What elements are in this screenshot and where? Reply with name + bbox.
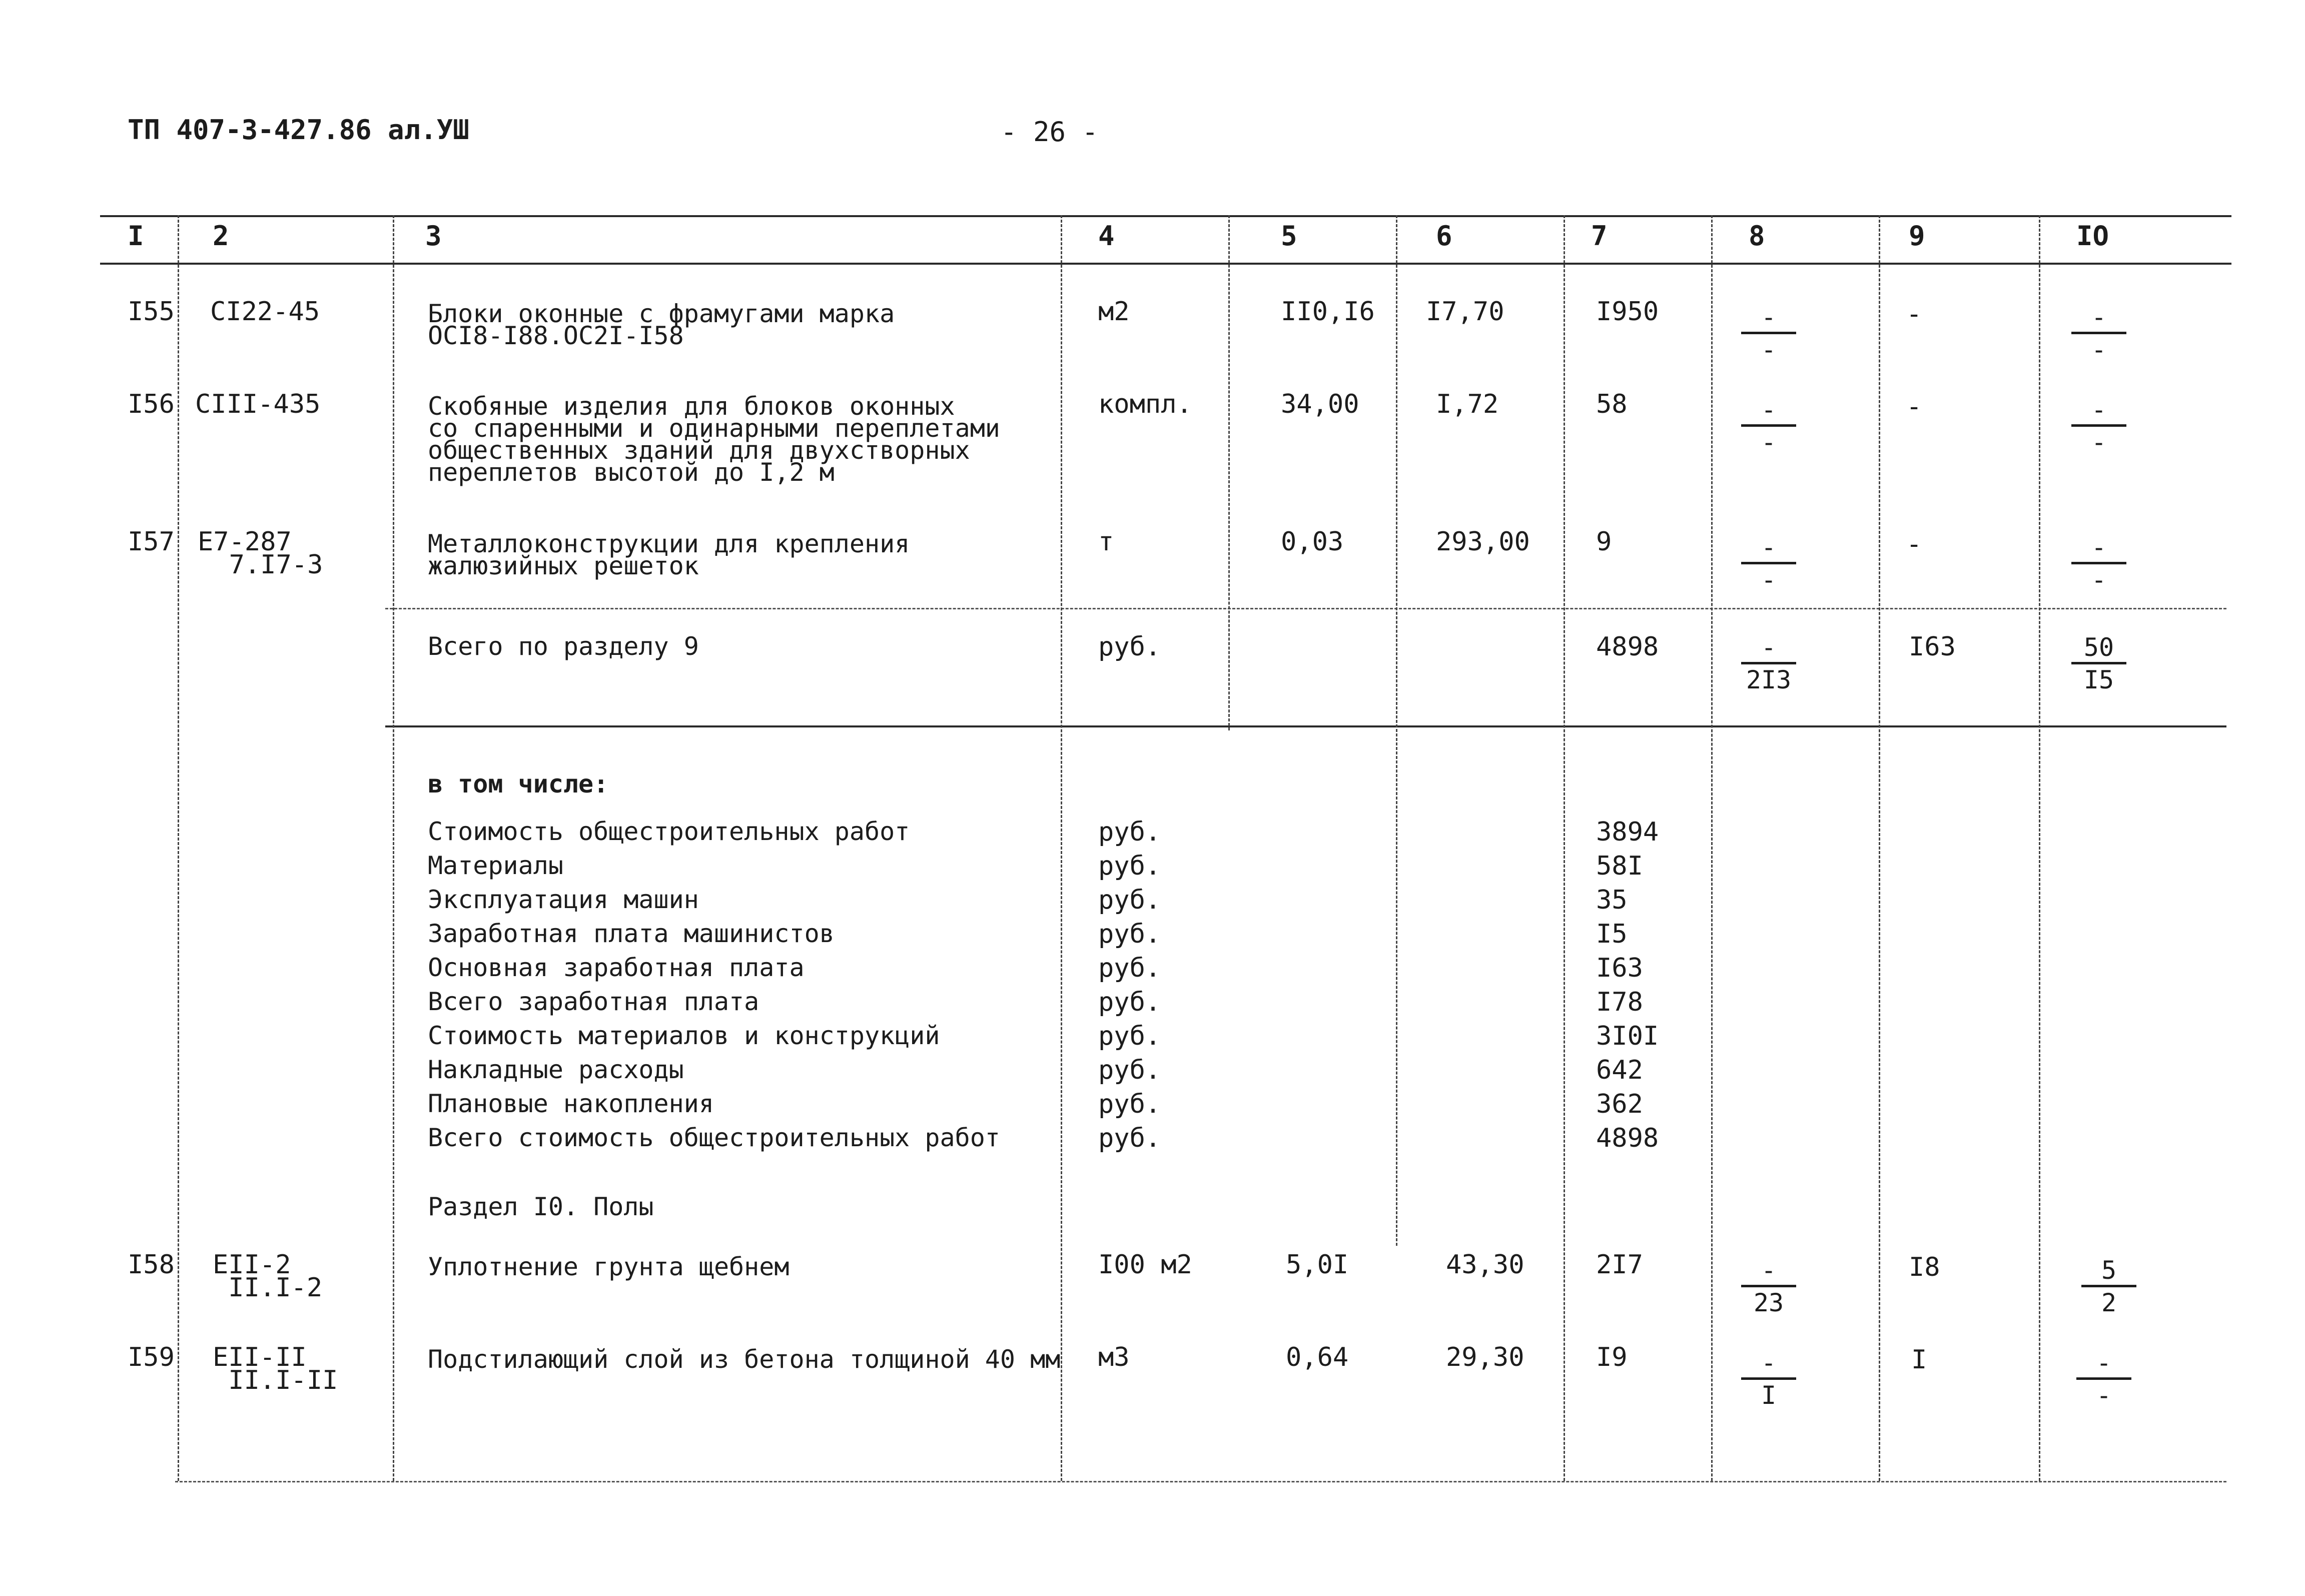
breakdown-unit: руб. xyxy=(1098,885,1161,915)
section-total-col9: I63 xyxy=(1909,632,1956,662)
fraction-denominator: - xyxy=(2096,1381,2112,1410)
fraction-numerator: - xyxy=(2076,1348,2131,1380)
section-total-label: Всего по разделу 9 xyxy=(428,632,699,661)
breakdown-value: 58I xyxy=(1596,851,1643,881)
section-total-col10-fraction xyxy=(2071,633,2126,693)
row-price: I,72 xyxy=(1436,389,1499,419)
breakdown-unit: руб. xyxy=(1098,1123,1161,1153)
section-total-top-rule xyxy=(385,608,2226,609)
col-header-6: 6 xyxy=(1436,220,1452,252)
row-quantity: 34,00 xyxy=(1281,389,1359,419)
row-col10-fraction xyxy=(2071,395,2126,456)
breakdown-value: 35 xyxy=(1596,885,1628,915)
breakdown-heading: в том числе: xyxy=(428,769,609,799)
row-col9: - xyxy=(1906,392,1922,422)
row-unit: I00 м2 xyxy=(1098,1250,1192,1280)
fraction-denominator: - xyxy=(2091,335,2107,364)
fraction-numerator: - xyxy=(2071,533,2126,564)
breakdown-value: 4898 xyxy=(1596,1123,1659,1153)
row-code: CI22-45 xyxy=(210,297,320,327)
header-bottom-rule xyxy=(100,263,2231,265)
row-col10-fraction xyxy=(2071,533,2126,593)
col-header-8: 8 xyxy=(1749,220,1765,252)
fraction-denominator: 23 xyxy=(1753,1288,1784,1317)
breakdown-unit: руб. xyxy=(1098,1089,1161,1119)
row-number: I55 xyxy=(128,297,175,327)
breakdown-unit: руб. xyxy=(1098,987,1161,1017)
row-price: 293,00 xyxy=(1436,527,1530,557)
breakdown-value: I63 xyxy=(1596,953,1643,983)
row-col9: - xyxy=(1906,299,1922,329)
col-divider-2 xyxy=(393,215,394,1481)
fraction-denominator: 2 xyxy=(2101,1288,2117,1317)
fraction-numerator: - xyxy=(1741,533,1796,564)
row-description: Подстилающий слой из бетона толщиной 40 мм xyxy=(428,1345,1061,1374)
row-unit: м3 xyxy=(1098,1342,1130,1372)
row-quantity: 0,03 xyxy=(1281,527,1344,557)
breakdown-label: Эксплуатация машин xyxy=(428,885,699,914)
row-total: I9 xyxy=(1596,1342,1628,1372)
col-divider-7 xyxy=(1711,215,1713,1481)
col-header-5: 5 xyxy=(1281,220,1297,252)
table-top-rule xyxy=(100,215,2231,217)
col-divider-4 xyxy=(1228,215,1230,730)
row-total: 9 xyxy=(1596,527,1612,557)
row-code: CIII-435 xyxy=(195,389,321,419)
breakdown-value: I78 xyxy=(1596,987,1643,1017)
row-code: EII-II II.I-II xyxy=(213,1342,338,1395)
breakdown-label: Всего заработная плата xyxy=(428,987,759,1016)
row-code: EII-2 II.I-2 xyxy=(213,1250,323,1303)
row-col10-fraction xyxy=(2076,1348,2131,1409)
row-unit: т xyxy=(1098,527,1114,557)
row-quantity: II0,I6 xyxy=(1281,297,1375,327)
row-total: 58 xyxy=(1596,389,1628,419)
fraction-numerator: - xyxy=(1741,633,1796,664)
breakdown-label: Заработная плата машинистов xyxy=(428,919,835,948)
breakdown-value: I5 xyxy=(1596,919,1628,949)
section-total-col8-fraction xyxy=(1741,633,1796,693)
row-number: I58 xyxy=(128,1250,175,1280)
breakdown-value: 362 xyxy=(1596,1089,1643,1119)
row-number: I59 xyxy=(128,1342,175,1372)
breakdown-label: Материалы xyxy=(428,851,563,880)
row-col9: I8 xyxy=(1909,1252,1940,1282)
row-unit: компл. xyxy=(1098,389,1192,419)
breakdown-unit: руб. xyxy=(1098,851,1161,881)
fraction-denominator: - xyxy=(1761,428,1777,457)
col-divider-3 xyxy=(1061,215,1062,1481)
row-total: I950 xyxy=(1596,297,1659,327)
fraction-denominator: - xyxy=(2091,428,2107,457)
section-total-bottom-rule xyxy=(385,725,2226,727)
col-divider-9 xyxy=(2039,215,2040,1481)
breakdown-unit: руб. xyxy=(1098,919,1161,949)
row-col8-fraction xyxy=(1741,303,1796,363)
fraction-denominator: - xyxy=(2091,565,2107,594)
breakdown-label: Стоимость материалов и конструкций xyxy=(428,1021,940,1050)
breakdown-unit: руб. xyxy=(1098,1055,1161,1085)
col-header-9: 9 xyxy=(1909,220,1925,252)
row-col8-fraction xyxy=(1741,395,1796,456)
row-col9: - xyxy=(1906,529,1922,559)
col-header-1: I xyxy=(128,220,144,252)
row-col8-fraction xyxy=(1741,1256,1796,1316)
breakdown-unit: руб. xyxy=(1098,817,1161,847)
row-description: Блоки оконные с фрамугами марка OCI8-I88.OC2I-I58 xyxy=(428,299,895,350)
breakdown-value: 3894 xyxy=(1596,817,1659,847)
col-divider-6 xyxy=(1564,215,1565,1481)
row-total: 2I7 xyxy=(1596,1250,1643,1280)
fraction-numerator: - xyxy=(1741,1256,1796,1287)
breakdown-value: 642 xyxy=(1596,1055,1643,1085)
col-divider-8 xyxy=(1879,215,1880,1481)
row-col8-fraction xyxy=(1741,533,1796,593)
breakdown-label: Накладные расходы xyxy=(428,1055,684,1084)
row-quantity: 0,64 xyxy=(1286,1342,1349,1372)
row-col10-fraction xyxy=(2081,1256,2136,1316)
col-divider-5 xyxy=(1396,215,1397,1246)
fraction-denominator: I xyxy=(1761,1381,1777,1410)
fraction-denominator: - xyxy=(1761,335,1777,364)
breakdown-unit: руб. xyxy=(1098,1021,1161,1051)
fraction-numerator: - xyxy=(2071,303,2126,334)
row-number: I56 xyxy=(128,389,175,419)
breakdown-label: Всего стоимость общестроительных работ xyxy=(428,1123,1000,1152)
row-description: Скобяные изделия для блоков оконных со спаренными и одинарными переплетами общественных зданий для двухстворных переплетов высотой до I,2 м xyxy=(428,392,1000,487)
fraction-denominator: I5 xyxy=(2083,665,2114,694)
section-total-unit: руб. xyxy=(1098,632,1161,662)
page-number: - 26 - xyxy=(1001,116,1099,148)
row-number: I57 xyxy=(128,527,175,557)
col-header-7: 7 xyxy=(1591,220,1608,252)
fraction-numerator: - xyxy=(2071,395,2126,427)
row-col9: I xyxy=(1911,1345,1927,1375)
col-header-4: 4 xyxy=(1098,220,1115,252)
fraction-denominator: 2I3 xyxy=(1746,665,1792,694)
row-price: 43,30 xyxy=(1446,1250,1524,1280)
breakdown-label: Основная заработная плата xyxy=(428,953,805,982)
section-total-value: 4898 xyxy=(1596,632,1659,662)
table-bottom-rule xyxy=(175,1481,2226,1482)
breakdown-value: 3I0I xyxy=(1596,1021,1659,1051)
row-code: E7-287 7.I7-3 xyxy=(198,527,323,580)
breakdown-label: Стоимость общестроительных работ xyxy=(428,817,910,846)
row-price: I7,70 xyxy=(1426,297,1504,327)
row-col8-fraction xyxy=(1741,1348,1796,1409)
fraction-numerator: - xyxy=(1741,395,1796,427)
col-header-10: IO xyxy=(2076,220,2109,252)
fraction-numerator: 5 xyxy=(2081,1256,2136,1287)
section-10-title: Раздел I0. Полы xyxy=(428,1192,654,1221)
fraction-denominator: - xyxy=(1761,565,1777,594)
row-description: Уплотнение грунта щебнем xyxy=(428,1252,790,1281)
row-quantity: 5,0I xyxy=(1286,1250,1349,1280)
col-divider-1 xyxy=(178,215,179,1481)
breakdown-unit: руб. xyxy=(1098,953,1161,983)
row-price: 29,30 xyxy=(1446,1342,1524,1372)
document-code: ТП 407-3-427.86 ал.УШ xyxy=(128,114,469,146)
fraction-numerator: - xyxy=(1741,1348,1796,1380)
fraction-numerator: - xyxy=(1741,303,1796,334)
row-col10-fraction xyxy=(2071,303,2126,363)
col-header-3: 3 xyxy=(425,220,442,252)
row-description: Металлоконструкции для крепления жалюзийных решеток xyxy=(428,529,910,580)
fraction-numerator: 50 xyxy=(2071,633,2126,664)
col-header-2: 2 xyxy=(213,220,229,252)
row-unit: м2 xyxy=(1098,297,1130,327)
breakdown-label: Плановые накопления xyxy=(428,1089,714,1118)
